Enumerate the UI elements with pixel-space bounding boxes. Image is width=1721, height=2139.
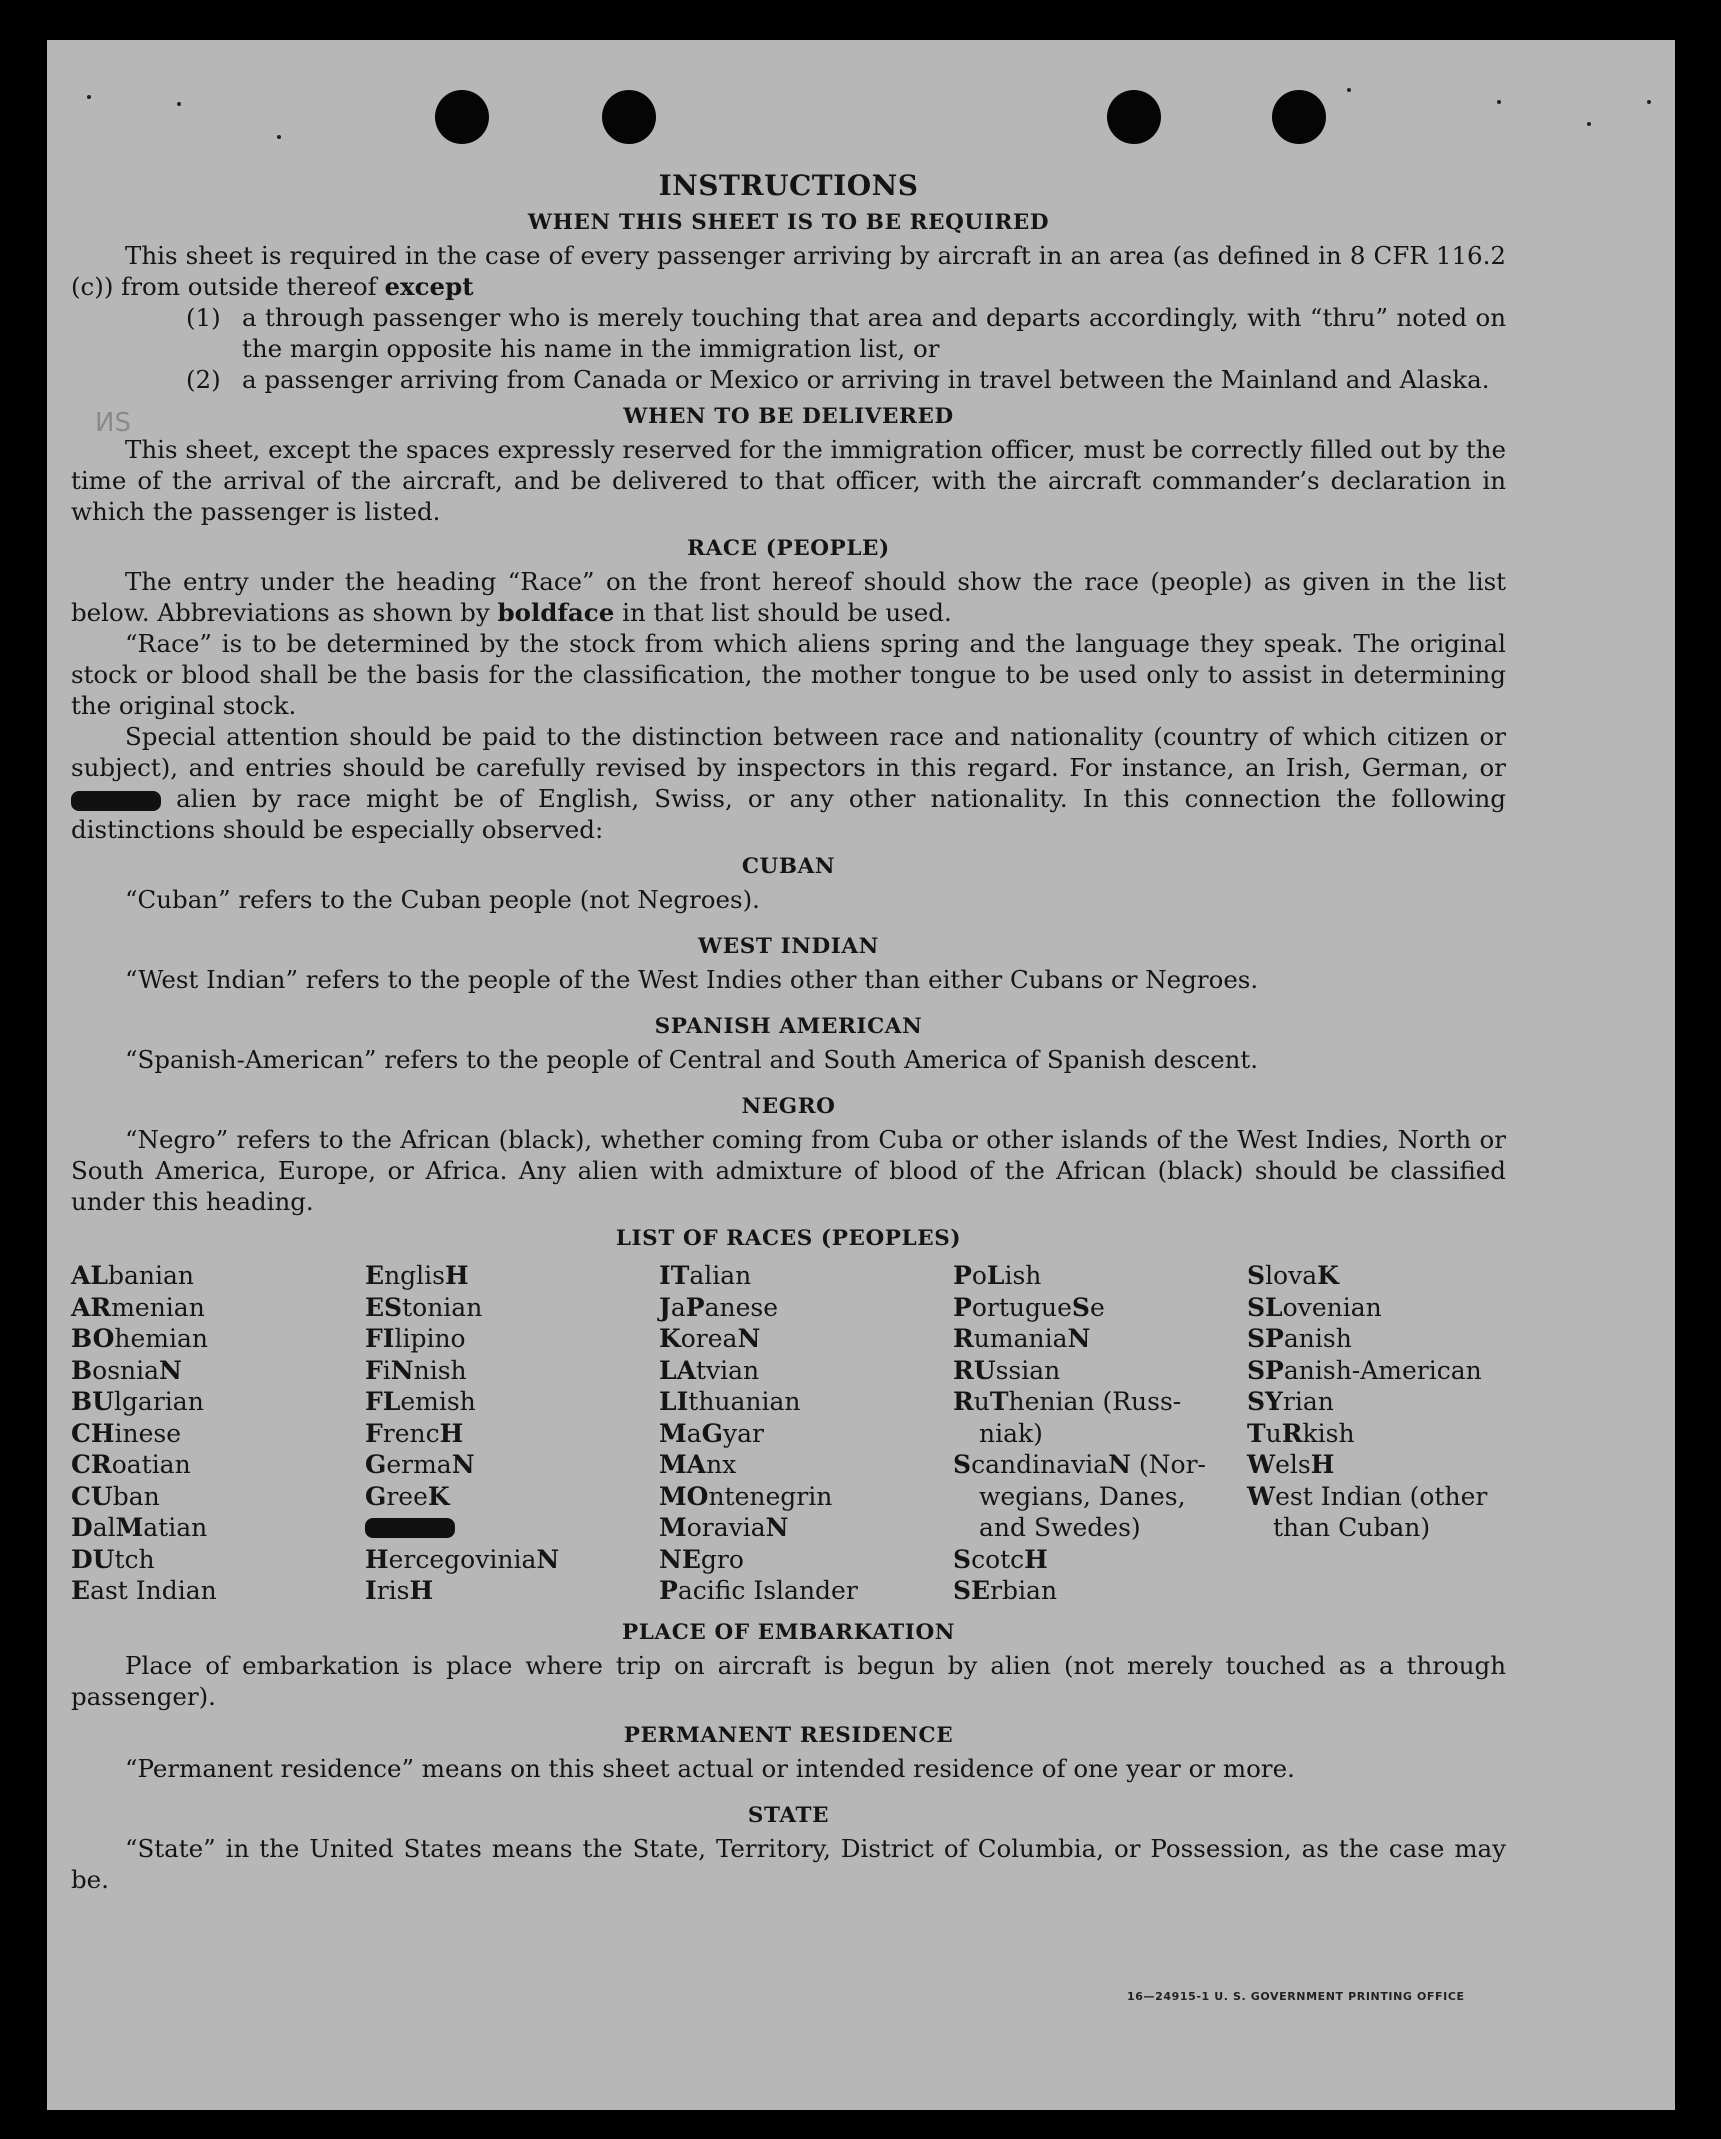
race-entry: BUlgarian	[71, 1387, 204, 1416]
speck	[1497, 100, 1501, 104]
race-entry: West Indian (other	[1247, 1481, 1488, 1511]
race-entry: East Indian	[71, 1576, 217, 1605]
race-entry	[365, 1512, 659, 1544]
races-column	[659, 1260, 953, 1607]
redaction-mark	[365, 1518, 455, 1538]
race-entry: ITalian	[659, 1261, 752, 1290]
race-entry: PortugueSe	[953, 1292, 1105, 1322]
paragraph: “Race” is to be determined by the stock from which aliens spring and the language they speak. The original stock or blood shall be the basis for the classification, the mother tongue to be used only to assist in determining the original stock.	[71, 629, 1506, 720]
race-entry: FiNnish	[365, 1355, 467, 1385]
race-entry: DUtch	[71, 1544, 155, 1574]
race-entry: DalMatian	[71, 1513, 208, 1542]
race-entry: niak)	[979, 1418, 1043, 1448]
paragraph: “Spanish-American” refers to the people of Central and South America of Spanish descent.	[125, 1045, 1259, 1074]
paragraph: The entry under the heading “Race” on the front hereof should show the race (people) as given in the list below. Abbreviations as shown by boldface in that list should be used.	[71, 567, 1506, 627]
race-entry: KoreaN	[659, 1324, 761, 1353]
document-sheet	[47, 40, 1675, 2110]
redaction-mark	[71, 791, 161, 811]
section-heading: CUBAN	[741, 854, 836, 879]
race-entry: GermaN	[365, 1450, 475, 1479]
paragraph: “Negro” refers to the African (black), whether coming from Cuba or other islands of the West Indies, North or South America, Europe, or Africa. Any alien with admixture of blood of the African (black) should be classified under this heading.	[71, 1125, 1506, 1216]
speck	[277, 135, 281, 139]
speck	[87, 95, 91, 99]
paragraph: “Permanent residence” means on this sheet actual or intended residence of one year or more.	[125, 1753, 1295, 1783]
race-entry: RUssian	[953, 1355, 1061, 1385]
race-entry: LIthuanian	[659, 1387, 801, 1416]
race-entry: and Swedes)	[979, 1513, 1141, 1542]
list-item: (2) a passenger arriving from Canada or Mexico or arriving in travel between the Mainland and Alaska.	[186, 365, 1490, 394]
paragraph: Place of embarkation is place where trip on aircraft is begun by alien (not merely touched as a through passenger).	[71, 1650, 1506, 1711]
section-heading: RACE (PEOPLE)	[687, 536, 890, 561]
list-item: (1) a through passenger who is merely touching that area and departs accordingly, with “thru” noted on the margin opposite his name in the immigration list, or	[186, 303, 1506, 363]
race-entry: FIlipino	[365, 1324, 466, 1353]
race-entry: GreeK	[365, 1481, 450, 1511]
race-entry: SlovaK	[1247, 1261, 1339, 1290]
race-entry: NEgro	[659, 1544, 744, 1574]
race-entry: ALbanian	[71, 1261, 194, 1290]
race-entry: than Cuban)	[1273, 1513, 1431, 1542]
section-heading: NEGRO	[741, 1094, 836, 1119]
race-entry: CUban	[71, 1481, 160, 1511]
race-entry: EnglisH	[365, 1261, 469, 1290]
punch-hole	[602, 90, 656, 144]
race-entry: ARmenian	[71, 1292, 205, 1322]
race-entry: IrisH	[365, 1576, 434, 1605]
race-entry: MAnx	[659, 1450, 737, 1479]
race-entry: RumaniaN	[953, 1324, 1091, 1353]
speck	[1587, 122, 1591, 126]
race-entry: SYrian	[1247, 1387, 1334, 1416]
paragraph: Special attention should be paid to the distinction between race and nationality (country of which citizen or subject), and entries should be carefully revised by inspectors in this regard. For instance, an Irish, German, or alien by race might be of English, Swiss, or any other nationality. In this connection the following distinctions should be especially observed:	[71, 722, 1506, 844]
speck	[177, 102, 181, 106]
section-heading: PLACE OF EMBARKATION	[621, 1619, 956, 1645]
race-entry: MaGyar	[659, 1418, 764, 1448]
races-column	[1247, 1260, 1507, 1607]
race-entry: BOhemian	[71, 1324, 208, 1353]
punch-hole	[1107, 90, 1161, 144]
paragraph: This sheet is required in the case of every passenger arriving by aircraft in an area (as defined in 8 CFR 116.2 (c)) from outside thereof except	[71, 241, 1506, 301]
race-entry: SPanish-American	[1247, 1355, 1482, 1385]
paragraph: This sheet, except the spaces expressly reserved for the immigration officer, must be correctly filled out by the time of the arrival of the aircraft, and be delivered to that officer, with the aircraft commander’s declaration in which the passenger is listed.	[71, 435, 1506, 526]
paragraph: “Cuban” refers to the Cuban people (not Negroes).	[125, 885, 760, 914]
race-entry: CHinese	[71, 1418, 182, 1448]
section-heading: LIST OF RACES (PEOPLES)	[615, 1226, 962, 1251]
race-entry: MoraviaN	[659, 1513, 789, 1542]
section-heading: WHEN TO BE DELIVERED	[623, 404, 954, 429]
paragraph: “West Indian” refers to the people of the West Indies other than either Cubans or Negroes.	[125, 965, 1259, 994]
race-entry: HercegoviniaN	[365, 1544, 560, 1574]
race-entry: MOntenegrin	[659, 1481, 833, 1511]
race-entry: wegians, Danes,	[979, 1481, 1186, 1511]
race-entry: JaPanese	[659, 1292, 778, 1322]
races-table	[71, 1260, 1506, 1607]
speck	[1647, 100, 1651, 104]
section-heading: WEST INDIAN	[698, 934, 879, 959]
race-entry: TuRkish	[1247, 1418, 1355, 1448]
punch-hole	[435, 90, 489, 144]
page-title: INSTRUCTIONS	[658, 169, 919, 202]
section-heading: STATE	[747, 1802, 830, 1828]
section-heading: SPANISH AMERICAN	[654, 1014, 923, 1039]
race-entry: RuThenian (Russ-	[953, 1387, 1182, 1416]
race-entry: EStonian	[365, 1292, 483, 1322]
races-column	[953, 1260, 1247, 1607]
pencil-marking: ИЅ	[95, 408, 131, 438]
punch-hole	[1272, 90, 1326, 144]
race-entry: LAtvian	[659, 1355, 760, 1385]
print-code: 16—24915-1 U. S. GOVERNMENT PRINTING OFFICE	[1127, 1990, 1465, 2003]
paragraph: “State” in the United States means the State, Territory, District of Columbia, or Possession, as the case may be.	[71, 1833, 1506, 1894]
race-entry: PoLish	[953, 1261, 1042, 1290]
instructions-body	[71, 170, 1506, 1895]
races-column	[71, 1260, 365, 1607]
race-entry: SErbian	[953, 1576, 1058, 1605]
section-heading: PERMANENT RESIDENCE	[623, 1722, 954, 1748]
section-heading: WHEN THIS SHEET IS TO BE REQUIRED	[527, 210, 1050, 235]
race-entry: WelsH	[1247, 1450, 1335, 1479]
race-entry: BosniaN	[71, 1355, 182, 1385]
race-entry: FLemish	[365, 1387, 476, 1416]
race-entry: ScandinaviaN (Nor-	[953, 1450, 1206, 1479]
speck	[1347, 88, 1351, 92]
races-column	[365, 1260, 659, 1607]
race-entry: Pacific Islander	[659, 1576, 858, 1605]
race-entry: FrencH	[365, 1418, 464, 1448]
race-entry: ScotcH	[953, 1544, 1048, 1574]
race-entry: SPanish	[1247, 1324, 1352, 1353]
race-entry: SLovenian	[1247, 1292, 1382, 1322]
race-entry: CRoatian	[71, 1450, 191, 1479]
